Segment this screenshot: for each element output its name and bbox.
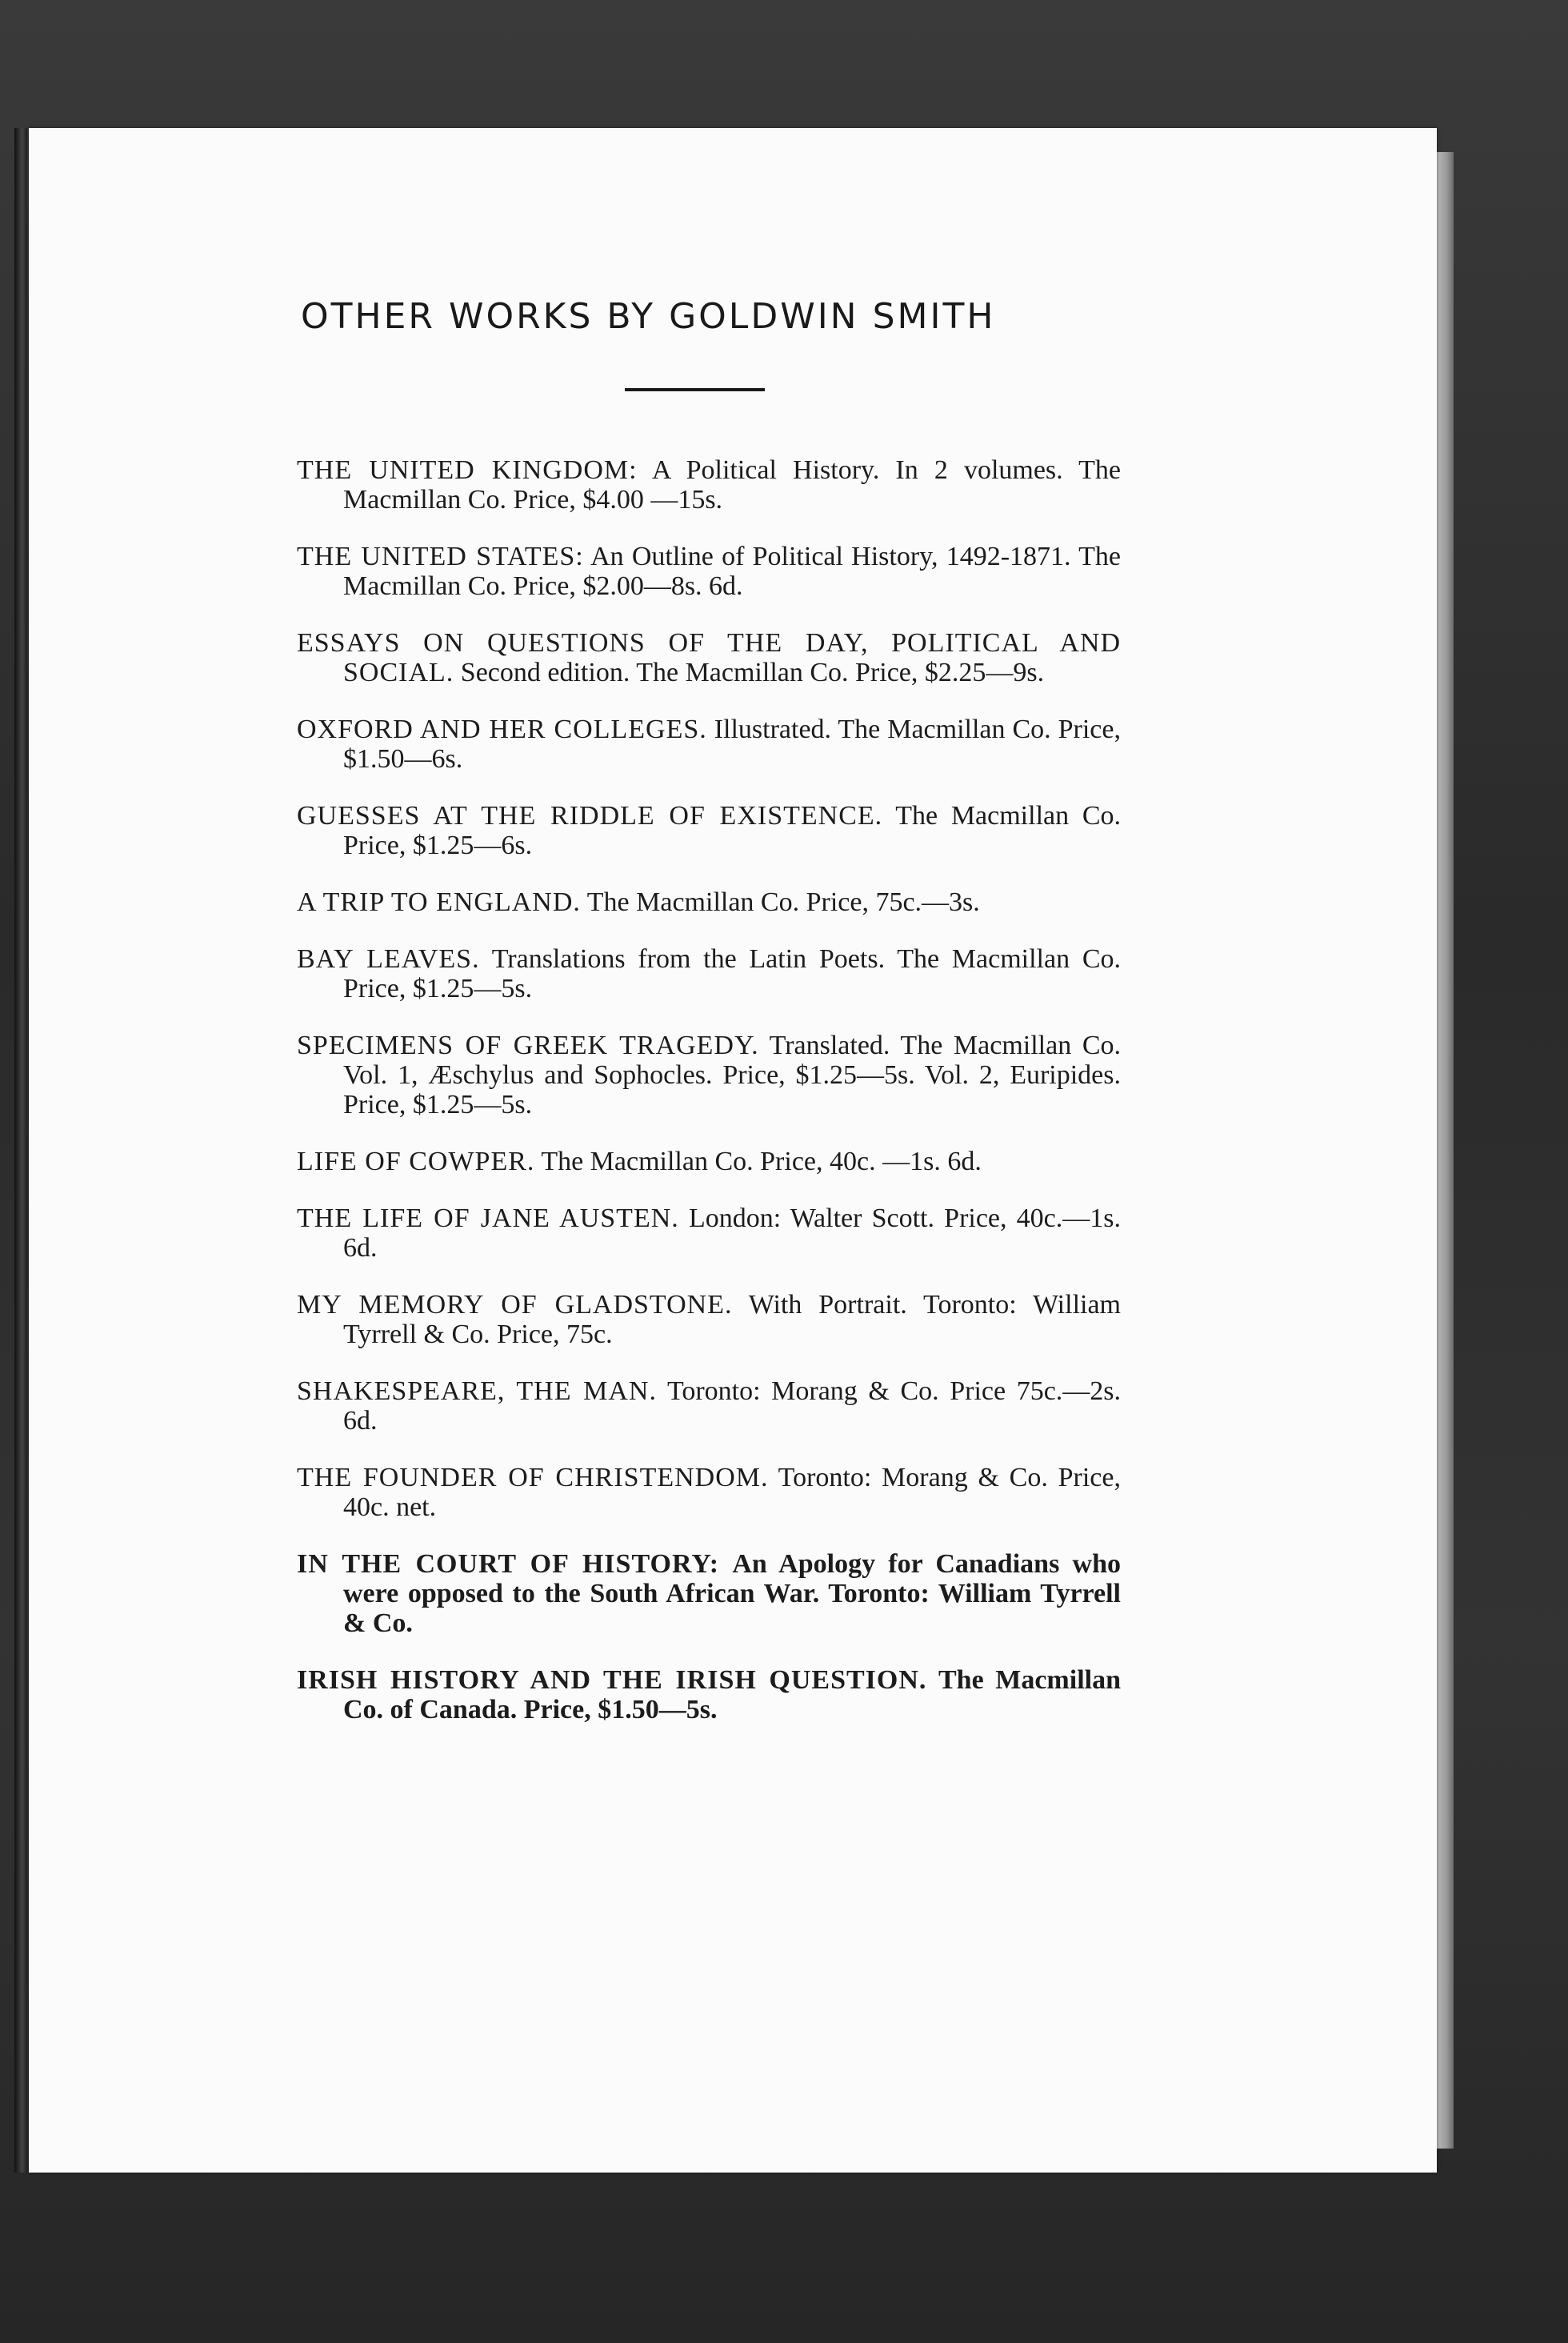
works-list (297, 428, 1121, 1740)
work-title: SPECIMENS OF GREEK TRAGEDY. (297, 1031, 759, 1060)
work-details: Second edition. The Macmillan Co. Price, $2.25—9s. (460, 658, 1045, 687)
work-details: The Macmillan Co. Price, 75c.—3s. (586, 887, 980, 917)
work-title: THE LIFE OF JANE AUSTEN. (297, 1204, 679, 1233)
list-item (297, 542, 1121, 601)
work-details: A Political History. In 2 volumes. The Macmillan Co. Price, $4.00 —15s. (343, 455, 1122, 515)
work-details: An Outline of Political History, 1492-1871. The Macmillan Co. Price, $2.00—8s. 6d. (343, 542, 1122, 601)
work-details: Toronto: Morang & Co. Price, 40c. net. (343, 1463, 1121, 1522)
work-details: Toronto: Morang & Co. Price 75c.—2s. 6d. (343, 1376, 1122, 1436)
list-item (297, 1665, 1121, 1724)
work-details: Illustrated. The Macmillan Co. Price, $1.50—6s. (343, 715, 1121, 774)
list-item (297, 1204, 1121, 1263)
work-title: SHAKESPEARE, THE MAN. (297, 1376, 657, 1406)
work-title: A TRIP TO ENGLAND. (297, 887, 581, 917)
work-title: IN THE COURT OF HISTORY: (297, 1549, 720, 1579)
list-item (297, 1147, 1121, 1176)
list-item (297, 887, 1121, 917)
work-title: THE UNITED KINGDOM: (297, 455, 638, 485)
list-item (297, 1549, 1121, 1638)
work-title: LIFE OF COWPER. (297, 1147, 535, 1176)
list-item (297, 944, 1121, 1003)
list-item (297, 455, 1121, 515)
work-title: OXFORD AND HER COLLEGES. (297, 715, 707, 744)
work-details: The Macmillan Co. of Canada. Price, $1.50—5s. (343, 1665, 1121, 1724)
work-title: MY MEMORY OF GLADSTONE. (297, 1290, 733, 1320)
work-details: With Portrait. Toronto: William Tyrrell & Co. Price, 75c. (343, 1290, 1122, 1349)
list-item (297, 1376, 1121, 1436)
work-details: Translated. The Macmillan Co. Vol. 1, Æschylus and Sophocles. Price, $1.25—5s. Vol. 2, Euripides. Price, $1.25—5s. (343, 1031, 1121, 1119)
list-item (297, 1031, 1121, 1119)
work-title: IRISH HISTORY AND THE IRISH QUESTION. (297, 1665, 927, 1695)
list-item (297, 1463, 1121, 1522)
work-details: An Apology for Canadians who were opposed to the South African War. Toronto: William Tyrrell & Co. (343, 1549, 1122, 1638)
list-item (297, 801, 1121, 860)
work-details: London: Walter Scott. Price, 40c.—1s. 6d. (343, 1204, 1121, 1263)
work-title: ESSAYS ON QUESTIONS OF THE DAY, POLITICAL AND SOCIAL. (297, 628, 1121, 687)
work-title: GUESSES AT THE RIDDLE OF EXISTENCE. (297, 801, 883, 831)
list-item (297, 628, 1121, 687)
book-page (29, 128, 1437, 2173)
work-title: BAY LEAVES. (297, 944, 480, 974)
work-title: THE UNITED STATES: (297, 542, 584, 571)
work-details: Translations from the Latin Poets. The Macmillan Co. Price, $1.25—5s. (343, 944, 1121, 1003)
work-details: The Macmillan Co. Price, $1.25—6s. (343, 801, 1121, 860)
heading-rule (625, 388, 765, 391)
work-details: The Macmillan Co. Price, 40c. —1s. 6d. (541, 1147, 982, 1176)
page-heading: OTHER WORKS BY GOLDWIN SMITH (301, 296, 996, 337)
list-item (297, 715, 1121, 774)
page-edge-shadow (1436, 152, 1454, 2149)
list-item (297, 1290, 1121, 1349)
work-title: THE FOUNDER OF CHRISTENDOM. (297, 1463, 769, 1492)
facing-page-edge (14, 128, 27, 2173)
